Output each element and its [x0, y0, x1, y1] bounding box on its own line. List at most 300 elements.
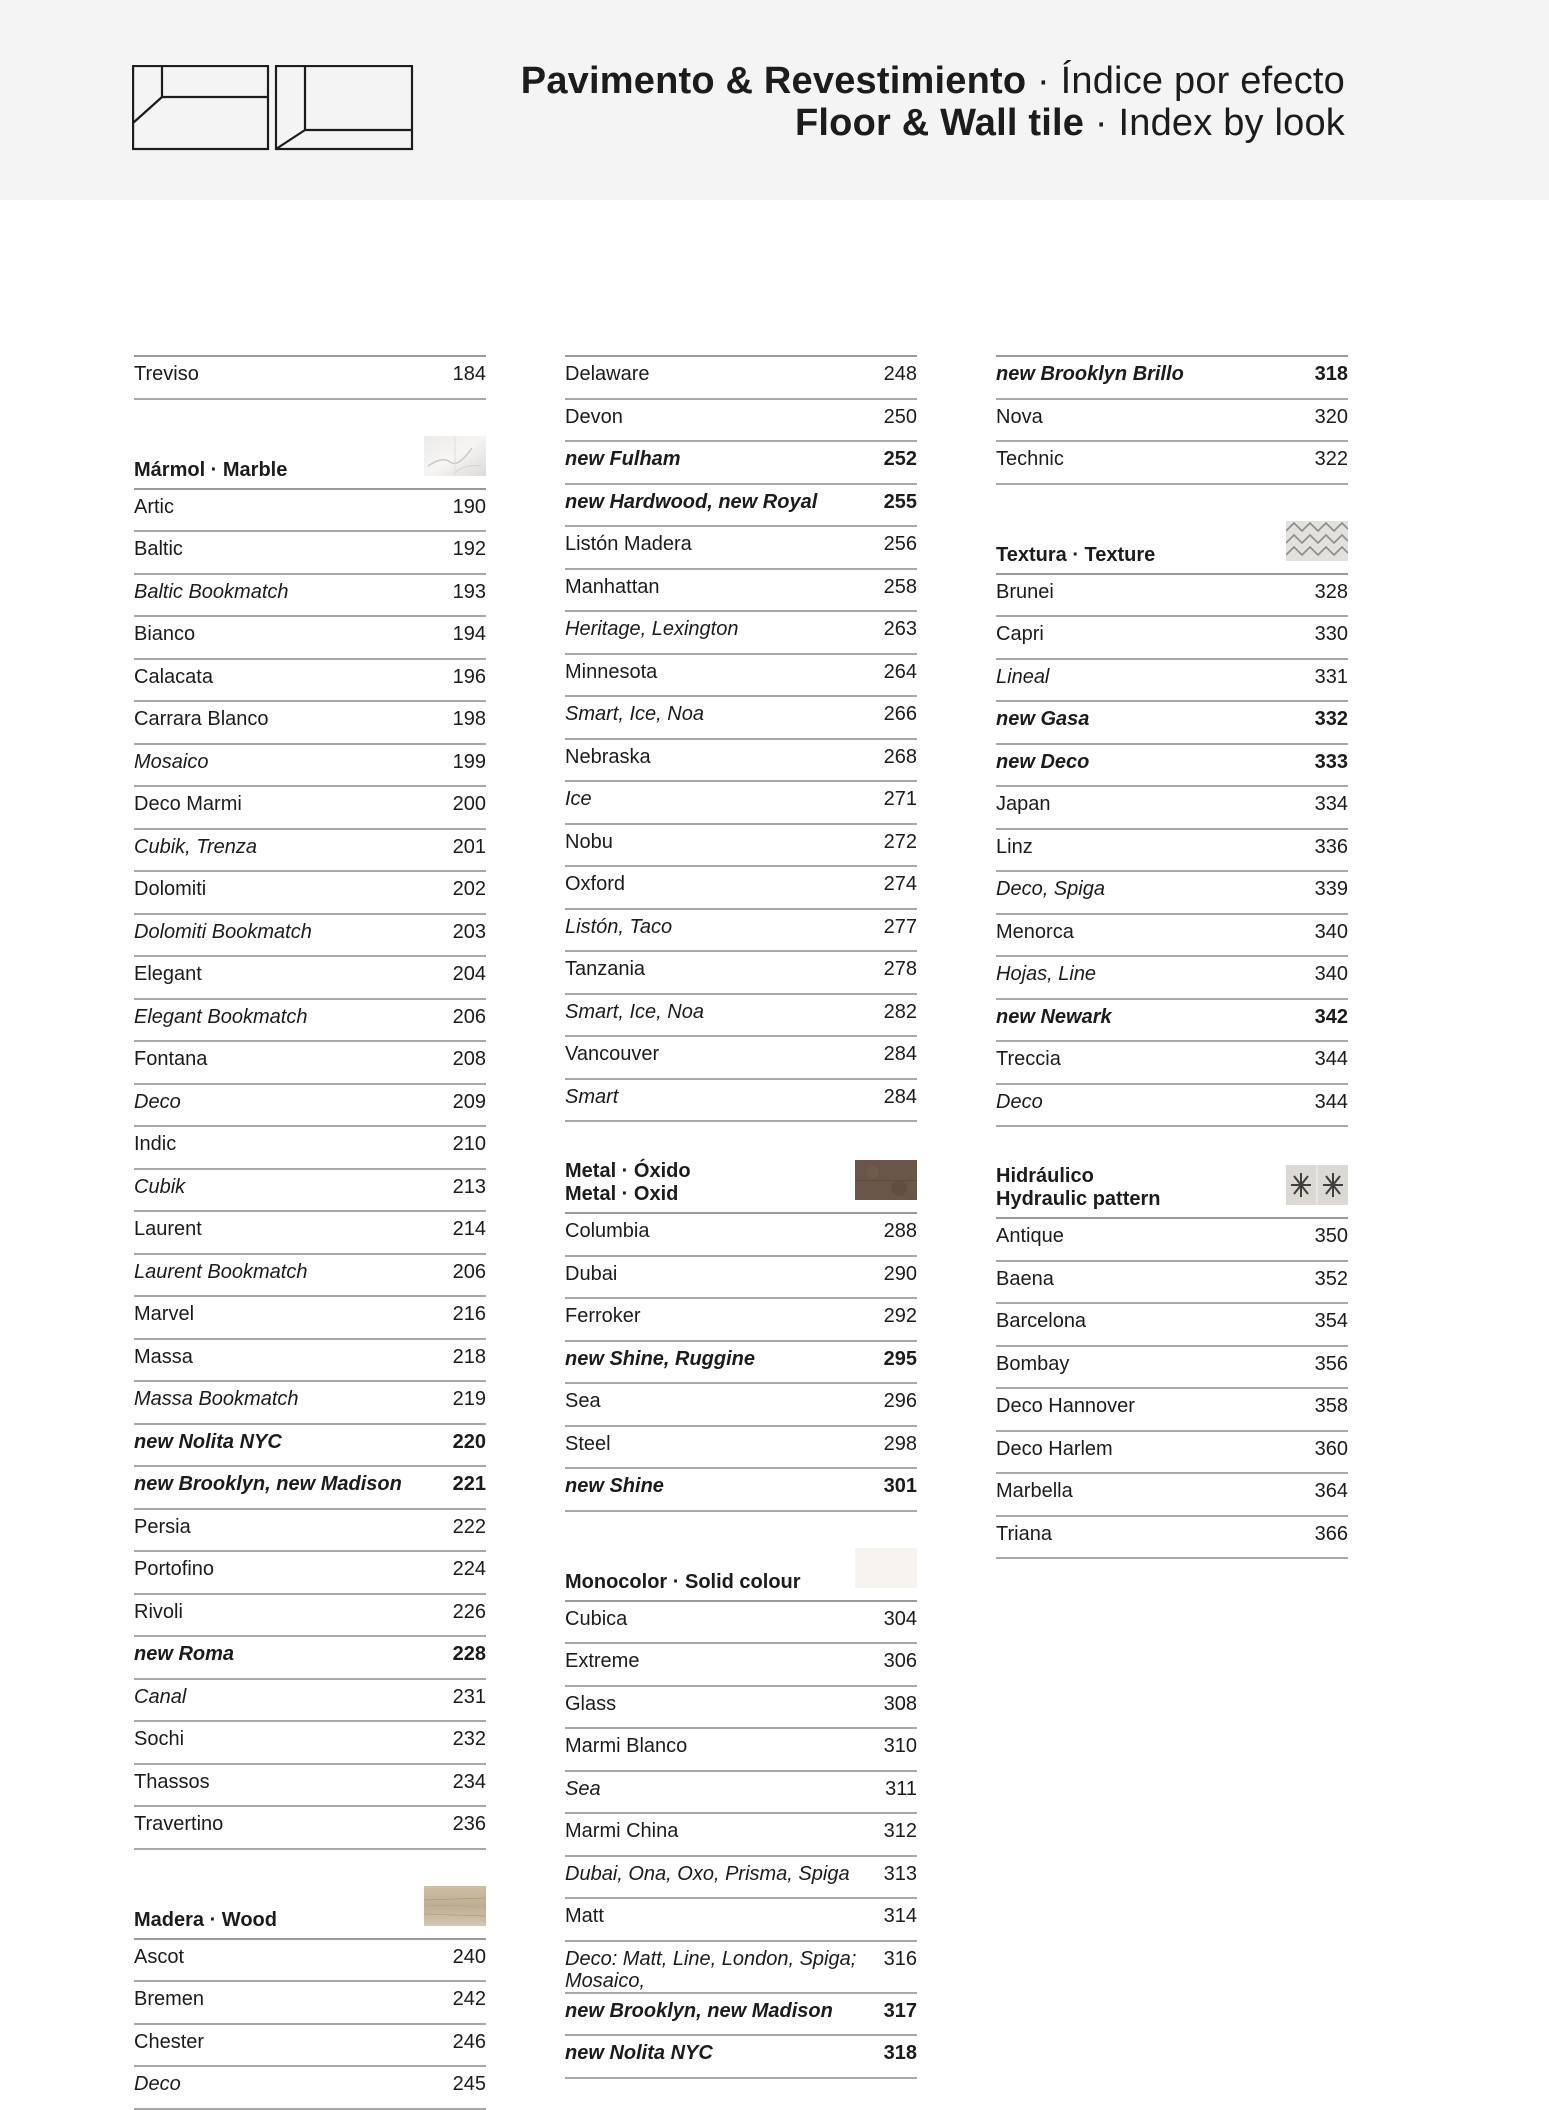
index-entry	[134, 1127, 486, 1170]
brand-logo-icon	[132, 65, 414, 153]
entry-page-number: 284	[883, 1043, 917, 1065]
entry-page-number: 201	[452, 835, 486, 858]
index-entry	[996, 787, 1348, 830]
entry-name: Ferroker	[565, 1305, 641, 1327]
entry-name: Sea	[565, 1777, 601, 1800]
index-entry	[134, 532, 486, 575]
index-column-1	[134, 355, 486, 2110]
section-header-marmol-marble	[134, 430, 486, 490]
entry-name: Portofino	[134, 1558, 215, 1580]
entry-page-number: 334	[1314, 793, 1348, 815]
entry-name: Travertino	[134, 1813, 224, 1835]
entry-name: Listón, Taco	[565, 915, 673, 938]
entry-page-number: 333	[1314, 750, 1348, 773]
index-entry	[996, 442, 1348, 485]
entry-name: Calacata	[134, 665, 213, 688]
entry-name: new Deco	[996, 750, 1090, 773]
entry-page-number: 340	[1314, 920, 1348, 943]
entry-page-number: 204	[452, 963, 486, 985]
section-header-monocolor-solid-colour	[565, 1542, 917, 1602]
index-entry	[996, 957, 1348, 1000]
index-entry	[996, 660, 1348, 703]
entry-name: new Nolita NYC	[134, 1430, 282, 1453]
index-entry	[565, 655, 917, 698]
entry-name: Deco	[134, 2073, 181, 2095]
entry-page-number: 242	[452, 1988, 486, 2010]
entry-name: Deco: Matt, Line, London, Spiga; Mosaico,	[565, 1947, 857, 1992]
entry-page-number: 354	[1314, 1310, 1348, 1332]
entry-name: Columbia	[565, 1220, 650, 1242]
section-title	[565, 1571, 801, 1594]
index-entry	[134, 1382, 486, 1425]
index-entry	[996, 1304, 1348, 1347]
entry-page-number: 248	[883, 363, 917, 385]
index-entry	[134, 1637, 486, 1680]
entry-page-number: 252	[883, 448, 917, 470]
index-entry	[134, 1467, 486, 1510]
index-entry	[565, 1257, 917, 1300]
section-title-line: Textura · Texture	[996, 543, 1156, 566]
entry-page-number: 295	[883, 1347, 917, 1370]
index-entry	[134, 787, 486, 830]
entry-name: Laurent	[134, 1218, 202, 1240]
index-entry	[134, 617, 486, 660]
entry-name: Delaware	[565, 363, 650, 385]
entry-name: Dolomiti Bookmatch	[134, 920, 312, 943]
index-entry	[565, 952, 917, 995]
index-entry	[565, 1772, 917, 1815]
entry-name: Antique	[996, 1225, 1064, 1247]
title-line-spanish: Pavimento & Revestimiento · Índice por efecto	[520, 60, 1345, 102]
entry-name: Indic	[134, 1133, 177, 1155]
entry-page-number: 194	[452, 623, 486, 645]
entry-page-number: 206	[452, 1005, 486, 1028]
entry-page-number: 236	[452, 1813, 486, 1835]
entry-name: Deco Marmi	[134, 793, 242, 815]
index-entry	[996, 1085, 1348, 1128]
entry-name: Marmi China	[565, 1820, 679, 1842]
index-entry	[565, 1469, 917, 1512]
entry-page-number: 196	[452, 665, 486, 688]
entry-page-number: 184	[452, 363, 486, 385]
entry-page-number: 340	[1314, 963, 1348, 985]
entry-page-number: 350	[1314, 1225, 1348, 1247]
entry-name: Cubik, Trenza	[134, 835, 258, 858]
entry-name: Deco	[996, 1090, 1043, 1113]
entry-page-number: 246	[452, 2030, 486, 2053]
entry-page-number: 312	[883, 1820, 917, 1842]
entry-name: Smart, Ice, Noa	[565, 703, 704, 725]
marble-swatch-icon	[424, 436, 486, 476]
index-entry	[565, 867, 917, 910]
entry-page-number: 232	[452, 1728, 486, 1750]
index-entry	[565, 1342, 917, 1385]
entry-page-number: 221	[452, 1473, 486, 1495]
index-entry	[996, 1432, 1348, 1475]
entry-page-number: 304	[883, 1607, 917, 1630]
entry-page-number: 199	[452, 750, 486, 773]
entry-name: Devon	[565, 405, 623, 428]
index-entry	[565, 357, 917, 400]
index-entry	[134, 2025, 486, 2068]
entry-page-number: 228	[452, 1643, 486, 1665]
index-entry	[996, 357, 1348, 400]
entry-name: Minnesota	[565, 660, 658, 683]
index-entry	[134, 357, 486, 400]
entry-page-number: 282	[883, 1000, 917, 1023]
index-entry	[996, 1347, 1348, 1390]
hydraulic-swatch-icon	[1286, 1165, 1348, 1205]
entry-page-number: 264	[883, 660, 917, 683]
entry-name: Triana	[996, 1522, 1052, 1545]
index-entry	[134, 1255, 486, 1298]
entry-page-number: 272	[883, 830, 917, 853]
entry-page-number: 356	[1314, 1352, 1348, 1375]
entry-page-number: 250	[883, 405, 917, 428]
entry-name: Cubik	[134, 1175, 186, 1198]
index-entry	[996, 702, 1348, 745]
entry-page-number: 331	[1314, 665, 1348, 688]
entry-page-number: 310	[883, 1735, 917, 1757]
section-title-line: Metal · Oxid	[565, 1183, 679, 1205]
section-title-line: Metal · Óxido	[565, 1160, 691, 1182]
index-entry	[996, 872, 1348, 915]
index-entry	[996, 1000, 1348, 1043]
entry-name: Bremen	[134, 1988, 205, 2010]
entry-page-number: 192	[452, 538, 486, 560]
index-entry	[565, 400, 917, 443]
entry-page-number: 240	[452, 1945, 486, 1968]
entry-name: Marbella	[996, 1480, 1073, 1502]
section-header-madera-wood	[134, 1880, 486, 1940]
entry-page-number: 328	[1314, 580, 1348, 603]
index-entry	[565, 527, 917, 570]
entry-page-number: 278	[883, 958, 917, 980]
entry-name: new Roma	[134, 1643, 235, 1665]
index-entry	[134, 830, 486, 873]
index-column-2	[565, 355, 917, 2079]
entry-page-number: 266	[883, 703, 917, 725]
index-entry	[565, 612, 917, 655]
entry-page-number: 258	[883, 575, 917, 598]
index-entry	[134, 1680, 486, 1723]
entry-name: Nova	[996, 405, 1043, 428]
entry-page-number: 268	[883, 745, 917, 768]
entry-name: Dolomiti	[134, 878, 207, 900]
index-entry	[996, 1042, 1348, 1085]
entry-name: Smart	[565, 1085, 619, 1108]
entry-page-number: 322	[1314, 448, 1348, 470]
index-entry	[134, 1722, 486, 1765]
entry-page-number: 226	[452, 1600, 486, 1623]
entry-name: Deco	[134, 1090, 181, 1113]
entry-page-number: 344	[1314, 1090, 1348, 1113]
entry-name: Persia	[134, 1515, 191, 1538]
entry-name: Treccia	[996, 1048, 1061, 1070]
entry-name: Baltic Bookmatch	[134, 580, 289, 603]
entry-name: Matt	[565, 1905, 604, 1927]
index-entry	[565, 697, 917, 740]
entry-name: Fontana	[134, 1048, 208, 1070]
wood-swatch-icon	[424, 1886, 486, 1926]
index-entry	[996, 617, 1348, 660]
entry-name: Mosaico	[134, 750, 209, 773]
index-entry	[565, 995, 917, 1038]
entry-page-number: 202	[452, 878, 486, 900]
entry-page-number: 220	[452, 1430, 486, 1453]
entry-page-number: 219	[452, 1388, 486, 1410]
index-entry	[134, 702, 486, 745]
entry-page-number: 288	[883, 1220, 917, 1242]
page-title	[521, 60, 1345, 144]
index-entry	[996, 1219, 1348, 1262]
entry-page-number: 214	[452, 1218, 486, 1240]
entry-name: Artic	[134, 495, 174, 518]
index-entry	[996, 745, 1348, 788]
index-entry	[134, 745, 486, 788]
index-entry	[565, 1037, 917, 1080]
entry-page-number: 306	[883, 1650, 917, 1672]
index-entry	[134, 1940, 486, 1983]
entry-name: Dubai, Ona, Oxo, Prisma, Spiga	[565, 1862, 850, 1885]
entry-page-number: 364	[1314, 1480, 1348, 1502]
entry-name: Treviso	[134, 363, 199, 385]
entry-page-number: 360	[1314, 1437, 1348, 1460]
entry-page-number: 222	[452, 1515, 486, 1538]
entry-name: new Brooklyn, new Madison	[565, 1999, 833, 2022]
entry-name: new Shine	[565, 1475, 664, 1497]
entry-page-number: 210	[452, 1133, 486, 1155]
entry-name: Extreme	[565, 1650, 640, 1672]
entry-page-number: 216	[452, 1303, 486, 1325]
index-entry	[565, 782, 917, 825]
texture-swatch-icon	[1286, 521, 1348, 561]
entry-page-number: 316	[883, 1947, 917, 1970]
index-entry	[565, 1687, 917, 1730]
entry-name: Linz	[996, 835, 1033, 858]
index-entry	[134, 1552, 486, 1595]
section-title-line: Mármol · Marble	[134, 458, 288, 481]
index-entry	[996, 915, 1348, 958]
entry-name: new Brooklyn Brillo	[996, 363, 1184, 385]
entry-name: Thassos	[134, 1770, 210, 1793]
entry-name: Canal	[134, 1685, 187, 1708]
index-entry	[134, 575, 486, 618]
entry-page-number: 313	[883, 1862, 917, 1885]
entry-name: new Gasa	[996, 708, 1090, 730]
entry-name: Menorca	[996, 920, 1074, 943]
entry-page-number: 290	[883, 1262, 917, 1285]
index-entry	[565, 910, 917, 953]
index-entry	[134, 1982, 486, 2025]
entry-name: Sochi	[134, 1728, 185, 1750]
index-entry	[565, 1080, 917, 1123]
section-title-line: Hydraulic pattern	[996, 1188, 1161, 1210]
entry-name: Chester	[134, 2030, 205, 2053]
entry-name: new Shine, Ruggine	[565, 1347, 756, 1370]
entry-page-number: 224	[452, 1558, 486, 1580]
entry-page-number: 203	[452, 920, 486, 943]
entry-name: Baena	[996, 1267, 1054, 1290]
entry-page-number: 339	[1314, 878, 1348, 900]
index-entry	[565, 1644, 917, 1687]
entry-page-number: 352	[1314, 1267, 1348, 1290]
entry-page-number: 245	[452, 2073, 486, 2095]
entry-page-number: 314	[883, 1905, 917, 1927]
index-entry	[134, 1425, 486, 1468]
entry-name: Elegant Bookmatch	[134, 1005, 308, 1028]
entry-name: Bombay	[996, 1352, 1070, 1375]
index-entry	[134, 1212, 486, 1255]
metal-swatch-icon	[855, 1160, 917, 1200]
entry-name: new Brooklyn, new Madison	[134, 1473, 402, 1495]
entry-page-number: 342	[1314, 1005, 1348, 1028]
entry-page-number: 208	[452, 1048, 486, 1070]
index-entry	[565, 2036, 917, 2079]
solid-swatch-icon	[855, 1548, 917, 1588]
index-entry	[565, 1214, 917, 1257]
entry-page-number: 206	[452, 1260, 486, 1283]
index-entry	[565, 1899, 917, 1942]
entry-name: Vancouver	[565, 1043, 660, 1065]
entry-name: Baltic	[134, 538, 183, 560]
section-title	[134, 459, 287, 482]
entry-page-number: 198	[452, 708, 486, 730]
entry-name: Massa	[134, 1345, 193, 1368]
index-entry	[134, 490, 486, 533]
index-column-3	[996, 355, 1348, 1559]
entry-page-number: 190	[452, 495, 486, 518]
index-entry	[134, 1595, 486, 1638]
section-header-metal-oxido	[565, 1152, 917, 1214]
entry-page-number: 318	[1314, 363, 1348, 385]
section-title	[996, 544, 1155, 567]
section-title	[565, 1160, 691, 1206]
entry-name: Marmi Blanco	[565, 1735, 688, 1757]
page-header	[0, 0, 1549, 200]
index-entry	[134, 1807, 486, 1850]
index-entry	[565, 1602, 917, 1645]
title-line-english: Floor & Wall tile · Index by look	[795, 102, 1345, 144]
entry-page-number: 301	[883, 1475, 917, 1497]
index-entry	[565, 1857, 917, 1900]
section-title-line: Hidráulico	[996, 1165, 1094, 1187]
section-header-hidraulico	[996, 1157, 1348, 1219]
index-entry	[134, 957, 486, 1000]
entry-name: Glass	[565, 1692, 617, 1715]
entry-name: Bianco	[134, 623, 196, 645]
entry-name: Ice	[565, 788, 592, 810]
entry-name: Smart, Ice, Noa	[565, 1000, 704, 1023]
entry-name: new Newark	[996, 1005, 1112, 1028]
entry-page-number: 311	[885, 1777, 917, 1800]
index-entry	[134, 1297, 486, 1340]
section-header-textura-texture	[996, 515, 1348, 575]
entry-page-number: 277	[883, 915, 917, 938]
entry-name: Deco Harlem	[996, 1437, 1113, 1460]
entry-page-number: 213	[452, 1175, 486, 1198]
entry-name: Deco, Spiga	[996, 878, 1105, 900]
entry-name: Technic	[996, 448, 1064, 470]
entry-page-number: 218	[452, 1345, 486, 1368]
index-entry	[996, 400, 1348, 443]
index-entry	[996, 1474, 1348, 1517]
entry-page-number: 358	[1314, 1395, 1348, 1417]
index-entry	[134, 1340, 486, 1383]
entry-page-number: 255	[883, 490, 917, 513]
entry-page-number: 318	[883, 2042, 917, 2064]
entry-name: Tanzania	[565, 958, 646, 980]
entry-name: Dubai	[565, 1262, 618, 1285]
index-entry	[134, 915, 486, 958]
index-entry	[996, 1389, 1348, 1432]
entry-page-number: 296	[883, 1390, 917, 1412]
entry-name: Rivoli	[134, 1600, 183, 1623]
entry-name: Hojas, Line	[996, 963, 1097, 985]
entry-name: Deco Hannover	[996, 1395, 1135, 1417]
index-entry	[565, 442, 917, 485]
entry-name: new Fulham	[565, 448, 681, 470]
entry-page-number: 308	[883, 1692, 917, 1715]
section-title	[134, 1909, 277, 1932]
entry-page-number: 292	[883, 1305, 917, 1327]
index-entry	[134, 1042, 486, 1085]
entry-name: Carrara Blanco	[134, 708, 269, 730]
index-entry	[565, 740, 917, 783]
index-entry	[996, 575, 1348, 618]
entry-name: new Hardwood, new Royal	[565, 490, 818, 513]
entry-page-number: 298	[883, 1432, 917, 1455]
entry-name: Cubica	[565, 1607, 628, 1630]
index-entry	[134, 660, 486, 703]
entry-page-number: 320	[1314, 405, 1348, 428]
entry-page-number: 193	[452, 580, 486, 603]
index-entry	[996, 1517, 1348, 1560]
index-entry	[996, 1262, 1348, 1305]
entry-name: Brunei	[996, 580, 1054, 603]
entry-name: Oxford	[565, 873, 626, 895]
entry-page-number: 274	[883, 873, 917, 895]
entry-page-number: 231	[452, 1685, 486, 1708]
entry-page-number: 234	[452, 1770, 486, 1793]
entry-name: Japan	[996, 793, 1051, 815]
entry-page-number: 209	[452, 1090, 486, 1113]
entry-name: Ascot	[134, 1945, 185, 1968]
index-entry	[565, 1299, 917, 1342]
index-entry	[134, 872, 486, 915]
entry-name: Nobu	[565, 830, 613, 853]
entry-name: Sea	[565, 1390, 601, 1412]
index-entry	[134, 1085, 486, 1128]
entry-name: Heritage, Lexington	[565, 618, 739, 640]
entry-page-number: 271	[883, 788, 917, 810]
entry-page-number: 332	[1314, 708, 1348, 730]
entry-page-number: 256	[883, 533, 917, 555]
entry-name: Marvel	[134, 1303, 195, 1325]
index-entry	[565, 570, 917, 613]
entry-name: Nebraska	[565, 745, 651, 768]
entry-name: Elegant	[134, 963, 202, 985]
entry-name: Laurent Bookmatch	[134, 1260, 308, 1283]
entry-name: Barcelona	[996, 1310, 1087, 1332]
index-entry	[134, 1170, 486, 1213]
section-title-line: Monocolor · Solid colour	[565, 1570, 801, 1593]
index-entry	[565, 1427, 917, 1470]
index-entry	[565, 1384, 917, 1427]
index-entry	[565, 1729, 917, 1772]
entry-page-number: 344	[1314, 1048, 1348, 1070]
entry-name: Massa Bookmatch	[134, 1388, 299, 1410]
